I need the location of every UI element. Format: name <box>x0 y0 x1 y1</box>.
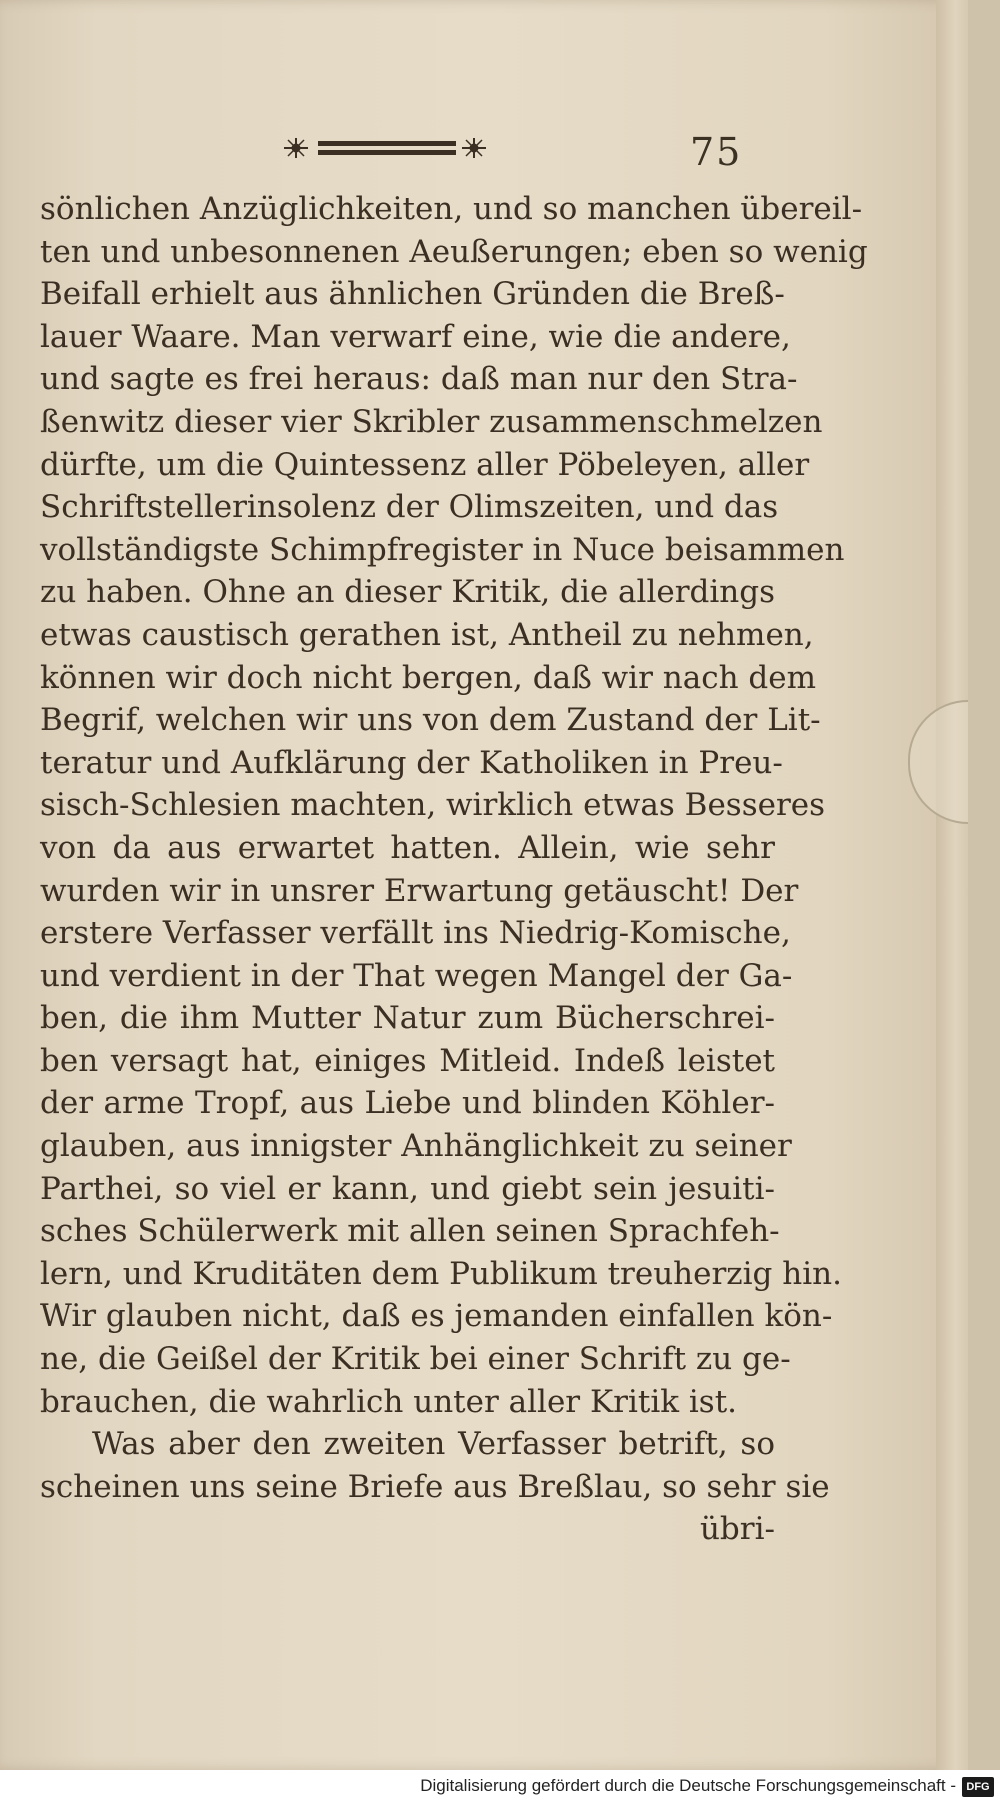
text-line: von da aus erwartet hatten. Allein, wie sehr <box>40 829 775 866</box>
text-line: etwas caustisch gerathen ist, Antheil zu nehmen, <box>40 616 814 653</box>
text-line: Wir glauben nicht, daß es jemanden einfallen kön- <box>40 1298 833 1335</box>
text-line: teratur und Aufklärung der Katholiken in Preu- <box>40 744 783 781</box>
text-line: Schriftstellerinsolenz der Olimszeiten, und das <box>40 489 779 526</box>
text-line: ßenwitz dieser vier Skribler zusammenschmelzen <box>40 403 823 440</box>
funding-credit: Digitalisierung gefördert durch die Deutsche Forschungsgemeinschaft - <box>420 1776 956 1795</box>
text-line: wurden wir in unsrer Erwartung getäuscht! Der <box>40 872 799 909</box>
text-line: lauer Waare. Man verwarf eine, wie die andere, <box>40 318 791 355</box>
text-line: Beifall erhielt aus ähnlichen Gründen die Breß- <box>40 276 785 313</box>
paragraph-start-line: Was aber den zweiten Verfasser betrift, so <box>92 1426 775 1463</box>
page-number: 75 <box>690 130 743 174</box>
text-line: erstere Verfasser verfällt ins Niedrig-Komische, <box>40 915 791 952</box>
digitization-footer <box>0 1770 1000 1804</box>
text-line: ten und unbesonnenen Aeußerungen; eben so wenig <box>40 233 868 270</box>
page-edge <box>936 0 968 1770</box>
text-line: und verdient in der That wegen Mangel der Ga- <box>40 957 793 994</box>
text-line: glauben, aus innigster Anhänglichkeit zu seiner <box>40 1128 792 1165</box>
text-line: ne, die Geißel der Kritik bei einer Schrift zu ge- <box>40 1341 791 1378</box>
text-line: brauchen, die wahrlich unter aller Kritik ist. <box>40 1383 738 1420</box>
text-line: zu haben. Ohne an dieser Kritik, die allerdings <box>40 574 776 611</box>
text-line: dürfte, um die Quintessenz aller Pöbeleyen, aller <box>40 446 810 483</box>
text-line: sches Schülerwerk mit allen seinen Sprachfeh- <box>40 1213 780 1250</box>
text-line: ben versagt hat, einiges Mitleid. Indeß leistet <box>40 1042 775 1079</box>
page-header <box>0 130 968 174</box>
text-line: können wir doch nicht bergen, daß wir nach dem <box>40 659 816 696</box>
text-line: und sagte es frei heraus: daß man nur den Stra- <box>40 361 798 398</box>
catchword: übri- <box>699 1511 775 1548</box>
thumb-tab <box>908 700 968 824</box>
text-line: ben, die ihm Mutter Natur zum Bücherschrei- <box>40 1000 775 1037</box>
text-line: der arme Tropf, aus Liebe und blinden Köhler- <box>40 1085 775 1122</box>
body-text <box>40 188 868 1551</box>
text-line: lern, und Kruditäten dem Publikum treuherzig hin. <box>40 1255 842 1292</box>
header-ornament-icon <box>278 130 498 166</box>
text-line: scheinen uns seine Briefe aus Breßlau, so sehr sie <box>40 1468 830 1505</box>
text-line: Parthei, so viel er kann, und giebt sein jesuiti- <box>40 1170 775 1207</box>
text-line: Begrif, welchen wir uns von dem Zustand der Lit- <box>40 702 821 739</box>
text-line: sisch-Schlesien machten, wirklich etwas Besseres <box>40 787 826 824</box>
dfg-logo-icon: DFG <box>962 1777 994 1797</box>
text-line: sönlichen Anzüglichkeiten, und so manchen übereil- <box>40 191 863 227</box>
text-line: vollständigste Schimpfregister in Nuce beisammen <box>40 531 845 568</box>
